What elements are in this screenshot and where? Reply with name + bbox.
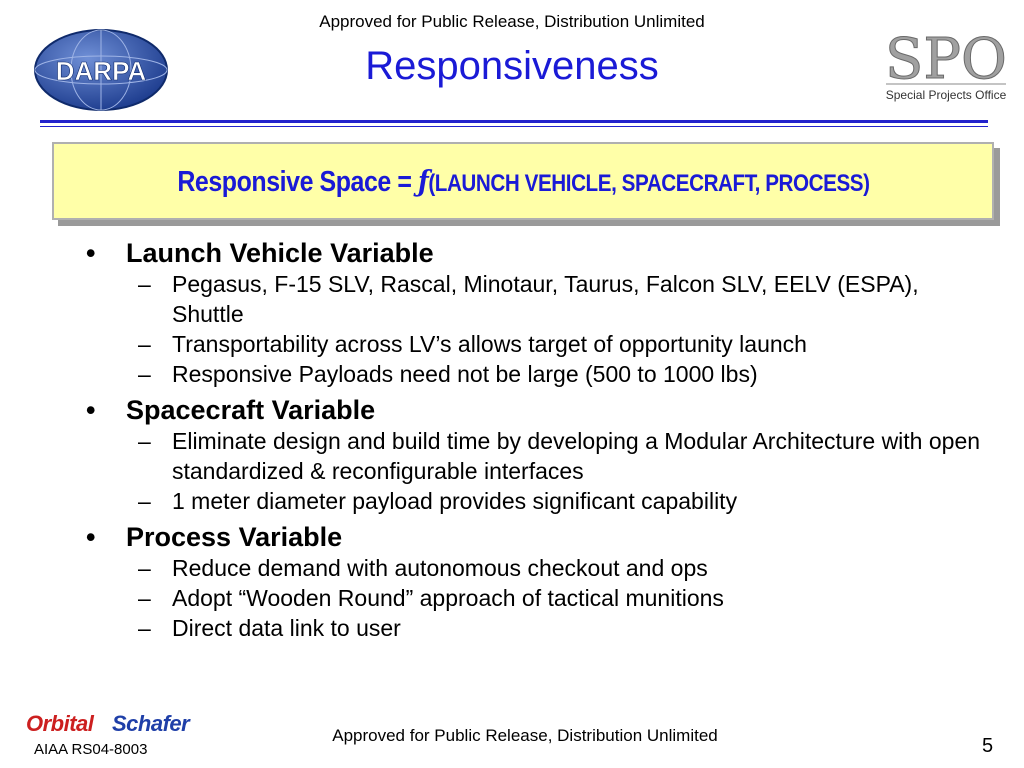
dash-icon: – [138,271,151,297]
dash-icon: – [138,331,151,357]
section-heading-text: Launch Vehicle Variable [126,238,434,268]
section-spacecraft [86,395,986,516]
dash-icon: – [138,428,151,454]
header-rule [40,120,988,123]
slide-title: Responsiveness [365,44,659,88]
list-item [86,359,986,389]
list-item-text: Pegasus, F-15 SLV, Rascal, Minotaur, Taurus, Falcon SLV, EELV (ESPA), Shuttle [172,271,919,327]
formula-lhs: Responsive Space = [176,165,418,198]
bullet-icon: • [86,522,96,552]
list-item [86,553,986,583]
list-item [86,329,986,359]
darpa-logo-text: DARPA [55,56,147,86]
dash-icon: – [138,555,151,581]
list-item [86,269,986,329]
header-rule-thin [40,126,988,127]
section-heading [86,395,986,426]
list-item-text: Reduce demand with autonomous checkout and ops [172,555,708,581]
dash-icon: – [138,615,151,641]
list-item [86,613,986,643]
schafer-logo: Schafer [112,711,190,736]
section-heading-text: Process Variable [126,522,343,552]
spo-subtitle: Special Projects Office [885,88,1007,102]
section-heading-text: Spacecraft Variable [126,395,376,425]
section-launch-vehicle [86,238,986,389]
formula-box [52,142,994,220]
dash-icon: – [138,361,151,387]
list-item-text: 1 meter diameter payload provides significant capability [172,488,738,514]
bullet-icon: • [86,395,96,425]
dash-icon: – [138,488,151,514]
formula-args: (LAUNCH VEHICLE, SPACECRAFT, PROCESS) [427,169,870,197]
formula-text [177,164,869,199]
formula-function-symbol: ƒ [417,163,428,198]
dash-icon: – [138,585,151,611]
list-item [86,486,986,516]
section-heading [86,522,986,553]
spo-logo-text: SPO [885,27,1007,92]
bullet-list [86,232,986,647]
spo-logo [880,20,1012,104]
list-item-text: Adopt “Wooden Round” approach of tactical munitions [172,585,724,611]
header-notice: Approved for Public Release, Distribution Unlimited [319,12,705,31]
list-item [86,426,986,486]
bullet-icon: • [86,238,96,268]
list-item [86,583,986,613]
paper-id: AIAA RS04-8003 [34,741,148,758]
list-item-text: Direct data link to user [172,615,401,641]
page-number: 5 [982,735,994,757]
orbital-logo: Orbital [26,711,94,736]
section-process [86,522,986,643]
list-item-text: Transportability across LV’s allows target of opportunity launch [172,331,807,357]
list-item-text: Responsive Payloads need not be large (500 to 1000 lbs) [172,361,758,387]
list-item-text: Eliminate design and build time by developing a Modular Architecture with open standardized & reconfigurable interfaces [172,428,981,484]
section-heading [86,238,986,269]
darpa-logo [32,28,170,112]
footer-notice: Approved for Public Release, Distribution Unlimited [332,726,718,745]
